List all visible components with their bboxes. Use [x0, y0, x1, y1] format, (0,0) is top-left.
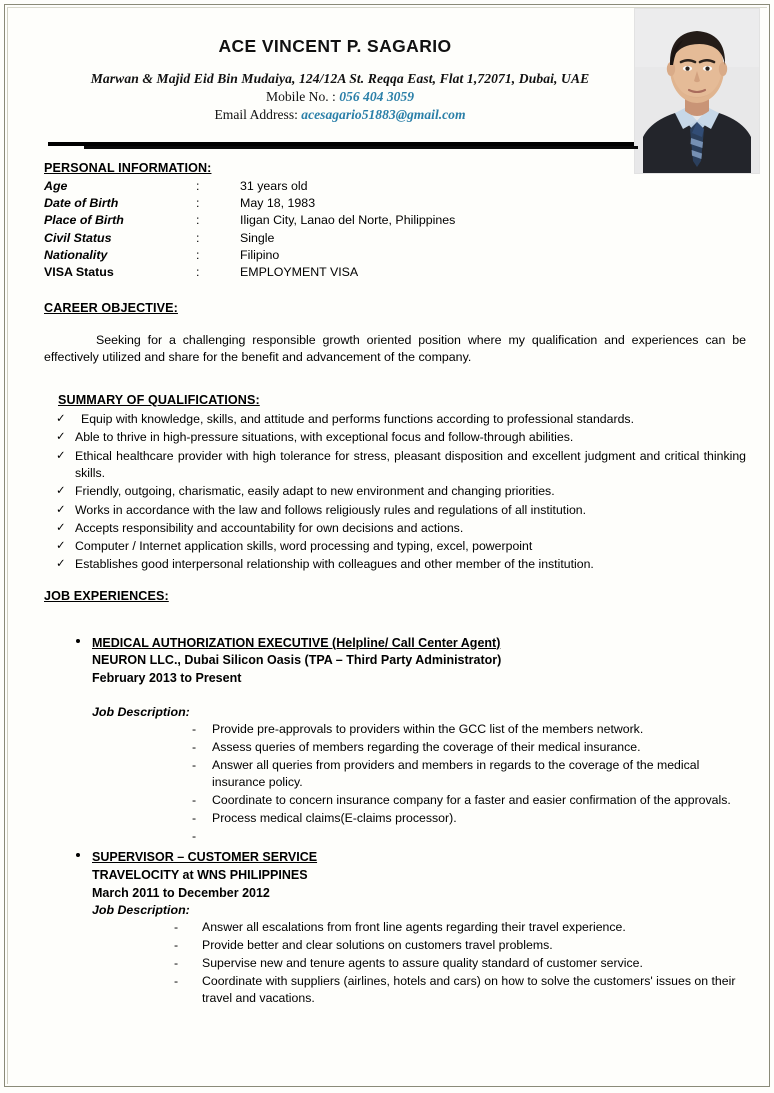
mobile-line [44, 89, 636, 105]
pi-value-nationality: Filipino [240, 247, 280, 262]
list-item-text: Friendly, outgoing, charismatic, easily adapt to new environment and changing priorities. [75, 484, 555, 499]
header-divider [44, 135, 746, 161]
job-company: NEURON LLC., Dubai Silicon Oasis (TPA – Third Party Administrator) [92, 653, 502, 668]
jobs-list [44, 635, 746, 1008]
check-icon: ✓ [56, 521, 66, 534]
pi-value-date-of-birth: May 18, 1983 [240, 196, 316, 211]
job-company: TRAVELOCITY at WNS PHILIPPINES [92, 868, 308, 883]
list-item [44, 429, 746, 447]
mobile-label: Mobile No. : [265, 89, 340, 104]
job-dates: March 2011 to December 2012 [92, 885, 270, 900]
list-item [44, 448, 746, 483]
job-experiences-section [44, 589, 746, 1008]
dash-icon: - [174, 919, 179, 934]
list-item-text: Process medical claims(E-claims processor). [212, 811, 457, 826]
list-item-text: Answer all escalations from front line agents regarding their travel experience. [202, 919, 626, 934]
check-icon: ✓ [56, 413, 66, 426]
pi-label-nationality: Nationality [44, 247, 108, 262]
list-item [44, 411, 746, 429]
list-item [192, 792, 746, 809]
bullet-icon [76, 639, 80, 643]
table-row [44, 212, 455, 229]
list-item-text: Equip with knowledge, skills, and attitude and performs functions according to professional standards. [81, 412, 634, 427]
list-item-text: Accepts responsibility and accountability for own decisions and actions. [75, 520, 464, 535]
job-dates: February 2013 to Present [92, 671, 242, 685]
list-item-text: Answer all queries from providers and members in regards to the coverage of the medical insurance policy. [212, 757, 700, 790]
pi-label-age: Age [44, 179, 68, 194]
job-description-label: Job Description: [92, 902, 190, 917]
job-experiences-heading: JOB EXPERIENCES: [44, 588, 169, 603]
mobile-number: 056 404 3059 [339, 89, 415, 104]
bullet-icon [76, 853, 80, 857]
career-objective-heading: CAREER OBJECTIVE: [44, 300, 178, 315]
email-label: Email Address: [214, 107, 302, 122]
dash-icon: - [192, 828, 197, 843]
pi-label-visa-status: VISA Status [44, 264, 114, 279]
pi-colon: : [196, 179, 200, 194]
list-item-text: Computer / Internet application skills, word processing and typing, excel, powerpoint [75, 539, 533, 554]
list-item [44, 483, 746, 501]
list-item-text: Establishes good interpersonal relationship with colleagues and other member of the institution. [75, 557, 594, 572]
career-objective-section [44, 301, 746, 367]
list-item [192, 828, 746, 843]
job-duties-list [174, 919, 746, 1008]
dash-icon: - [174, 955, 179, 970]
list-item-text: Coordinate to concern insurance company for a faster and easier confirmation of the approvals. [212, 793, 731, 808]
list-item-text: Coordinate with suppliers (airlines, hotels and cars) on how to solve the customers' issues on their travel and vacations. [202, 973, 736, 1006]
career-objective-body: Seeking for a challenging responsible growth oriented position where my qualification and experiences can be effectively utilized and share for the benefit and advancement of the company. [44, 332, 746, 365]
address-line: Marwan & Majid Eid Bin Mudaiya, 124/12A St. Reqqa East, Flat 1,72071, Dubai, UAE [90, 71, 590, 86]
list-item-text: Ethical healthcare provider with high tolerance for stress, pleasant disposition and excellent judgment and critical thinking skills. [75, 448, 746, 481]
list-item [44, 556, 746, 574]
summary-of-qualifications-section [44, 393, 746, 574]
pi-label-civil-status: Civil Status [44, 230, 112, 245]
email-address[interactable]: acesagario51883@gmail.com [301, 107, 466, 122]
table-row [44, 178, 455, 195]
list-item [174, 937, 746, 954]
check-icon: ✓ [56, 431, 66, 444]
check-icon: ✓ [56, 485, 66, 498]
job-entry [44, 849, 746, 1007]
dash-icon: - [192, 811, 197, 826]
list-item-text: Assess queries of members regarding the coverage of their medical insurance. [212, 739, 641, 754]
dash-icon: - [192, 757, 197, 772]
table-row [44, 263, 455, 280]
table-row [44, 246, 455, 263]
job-description-block [44, 705, 746, 843]
email-line [44, 107, 636, 123]
list-item [174, 973, 746, 1008]
career-objective-text [44, 332, 746, 367]
check-icon: ✓ [56, 449, 66, 462]
pi-colon: : [196, 264, 200, 279]
list-item [174, 955, 746, 972]
pi-value-age: 31 years old [240, 179, 308, 194]
job-entry [44, 635, 746, 843]
list-item-text: Able to thrive in high-pressure situations, with exceptional focus and follow-through abilities. [75, 430, 574, 445]
list-item [44, 502, 746, 520]
list-item-text: Provide pre-approvals to providers within the GCC list of the members network. [212, 721, 644, 736]
dash-icon: - [174, 973, 179, 988]
check-icon: ✓ [56, 503, 66, 516]
job-title: MEDICAL AUTHORIZATION EXECUTIVE (Helpline/ Call Center Agent) [92, 635, 501, 650]
check-icon: ✓ [56, 558, 66, 571]
pi-label-place-of-birth: Place of Birth [44, 213, 124, 228]
pi-value-civil-status: Single [240, 230, 275, 245]
list-item [192, 757, 746, 792]
job-description-block [44, 903, 746, 1008]
pi-colon: : [196, 230, 200, 245]
list-item [192, 721, 746, 738]
table-row [44, 229, 455, 246]
qualifications-list [44, 411, 746, 574]
list-item-text: Works in accordance with the law and follows religiously rules and regulations of all institution. [75, 502, 587, 517]
dash-icon: - [192, 721, 197, 736]
dash-icon: - [192, 793, 197, 808]
pi-colon: : [196, 196, 200, 211]
job-header [44, 849, 746, 902]
pi-label-date-of-birth: Date of Birth [44, 196, 119, 211]
list-item [174, 919, 746, 936]
job-header [44, 635, 746, 688]
table-row [44, 195, 455, 212]
page-title: ACE VINCENT P. SAGARIO [218, 36, 452, 56]
dash-icon: - [192, 739, 197, 754]
pi-colon: : [196, 247, 200, 262]
summary-of-qualifications-heading: SUMMARY OF QUALIFICATIONS: [58, 393, 260, 408]
list-item [192, 739, 746, 756]
pi-value-place-of-birth: Iligan City, Lanao del Norte, Philippines [240, 213, 456, 228]
list-item [44, 520, 746, 538]
job-duties-list [192, 721, 746, 843]
list-item [192, 810, 746, 827]
job-title: SUPERVISOR – CUSTOMER SERVICE [92, 850, 318, 865]
check-icon: ✓ [56, 540, 66, 553]
resume-header [44, 0, 746, 161]
personal-information-heading: PERSONAL INFORMATION: [44, 161, 212, 175]
pi-value-visa-status: EMPLOYMENT VISA [240, 264, 359, 279]
job-description-label: Job Description: [92, 704, 190, 719]
list-item-text: Supervise new and tenure agents to assure quality standard of customer service. [202, 955, 643, 970]
header-divider-line-bottom [84, 146, 638, 149]
personal-information-section [44, 161, 746, 281]
pi-colon: : [196, 213, 200, 228]
personal-information-table [44, 178, 455, 281]
list-item-text: Provide better and clear solutions on customers travel problems. [202, 937, 553, 952]
list-item [44, 538, 746, 556]
dash-icon: - [174, 937, 179, 952]
